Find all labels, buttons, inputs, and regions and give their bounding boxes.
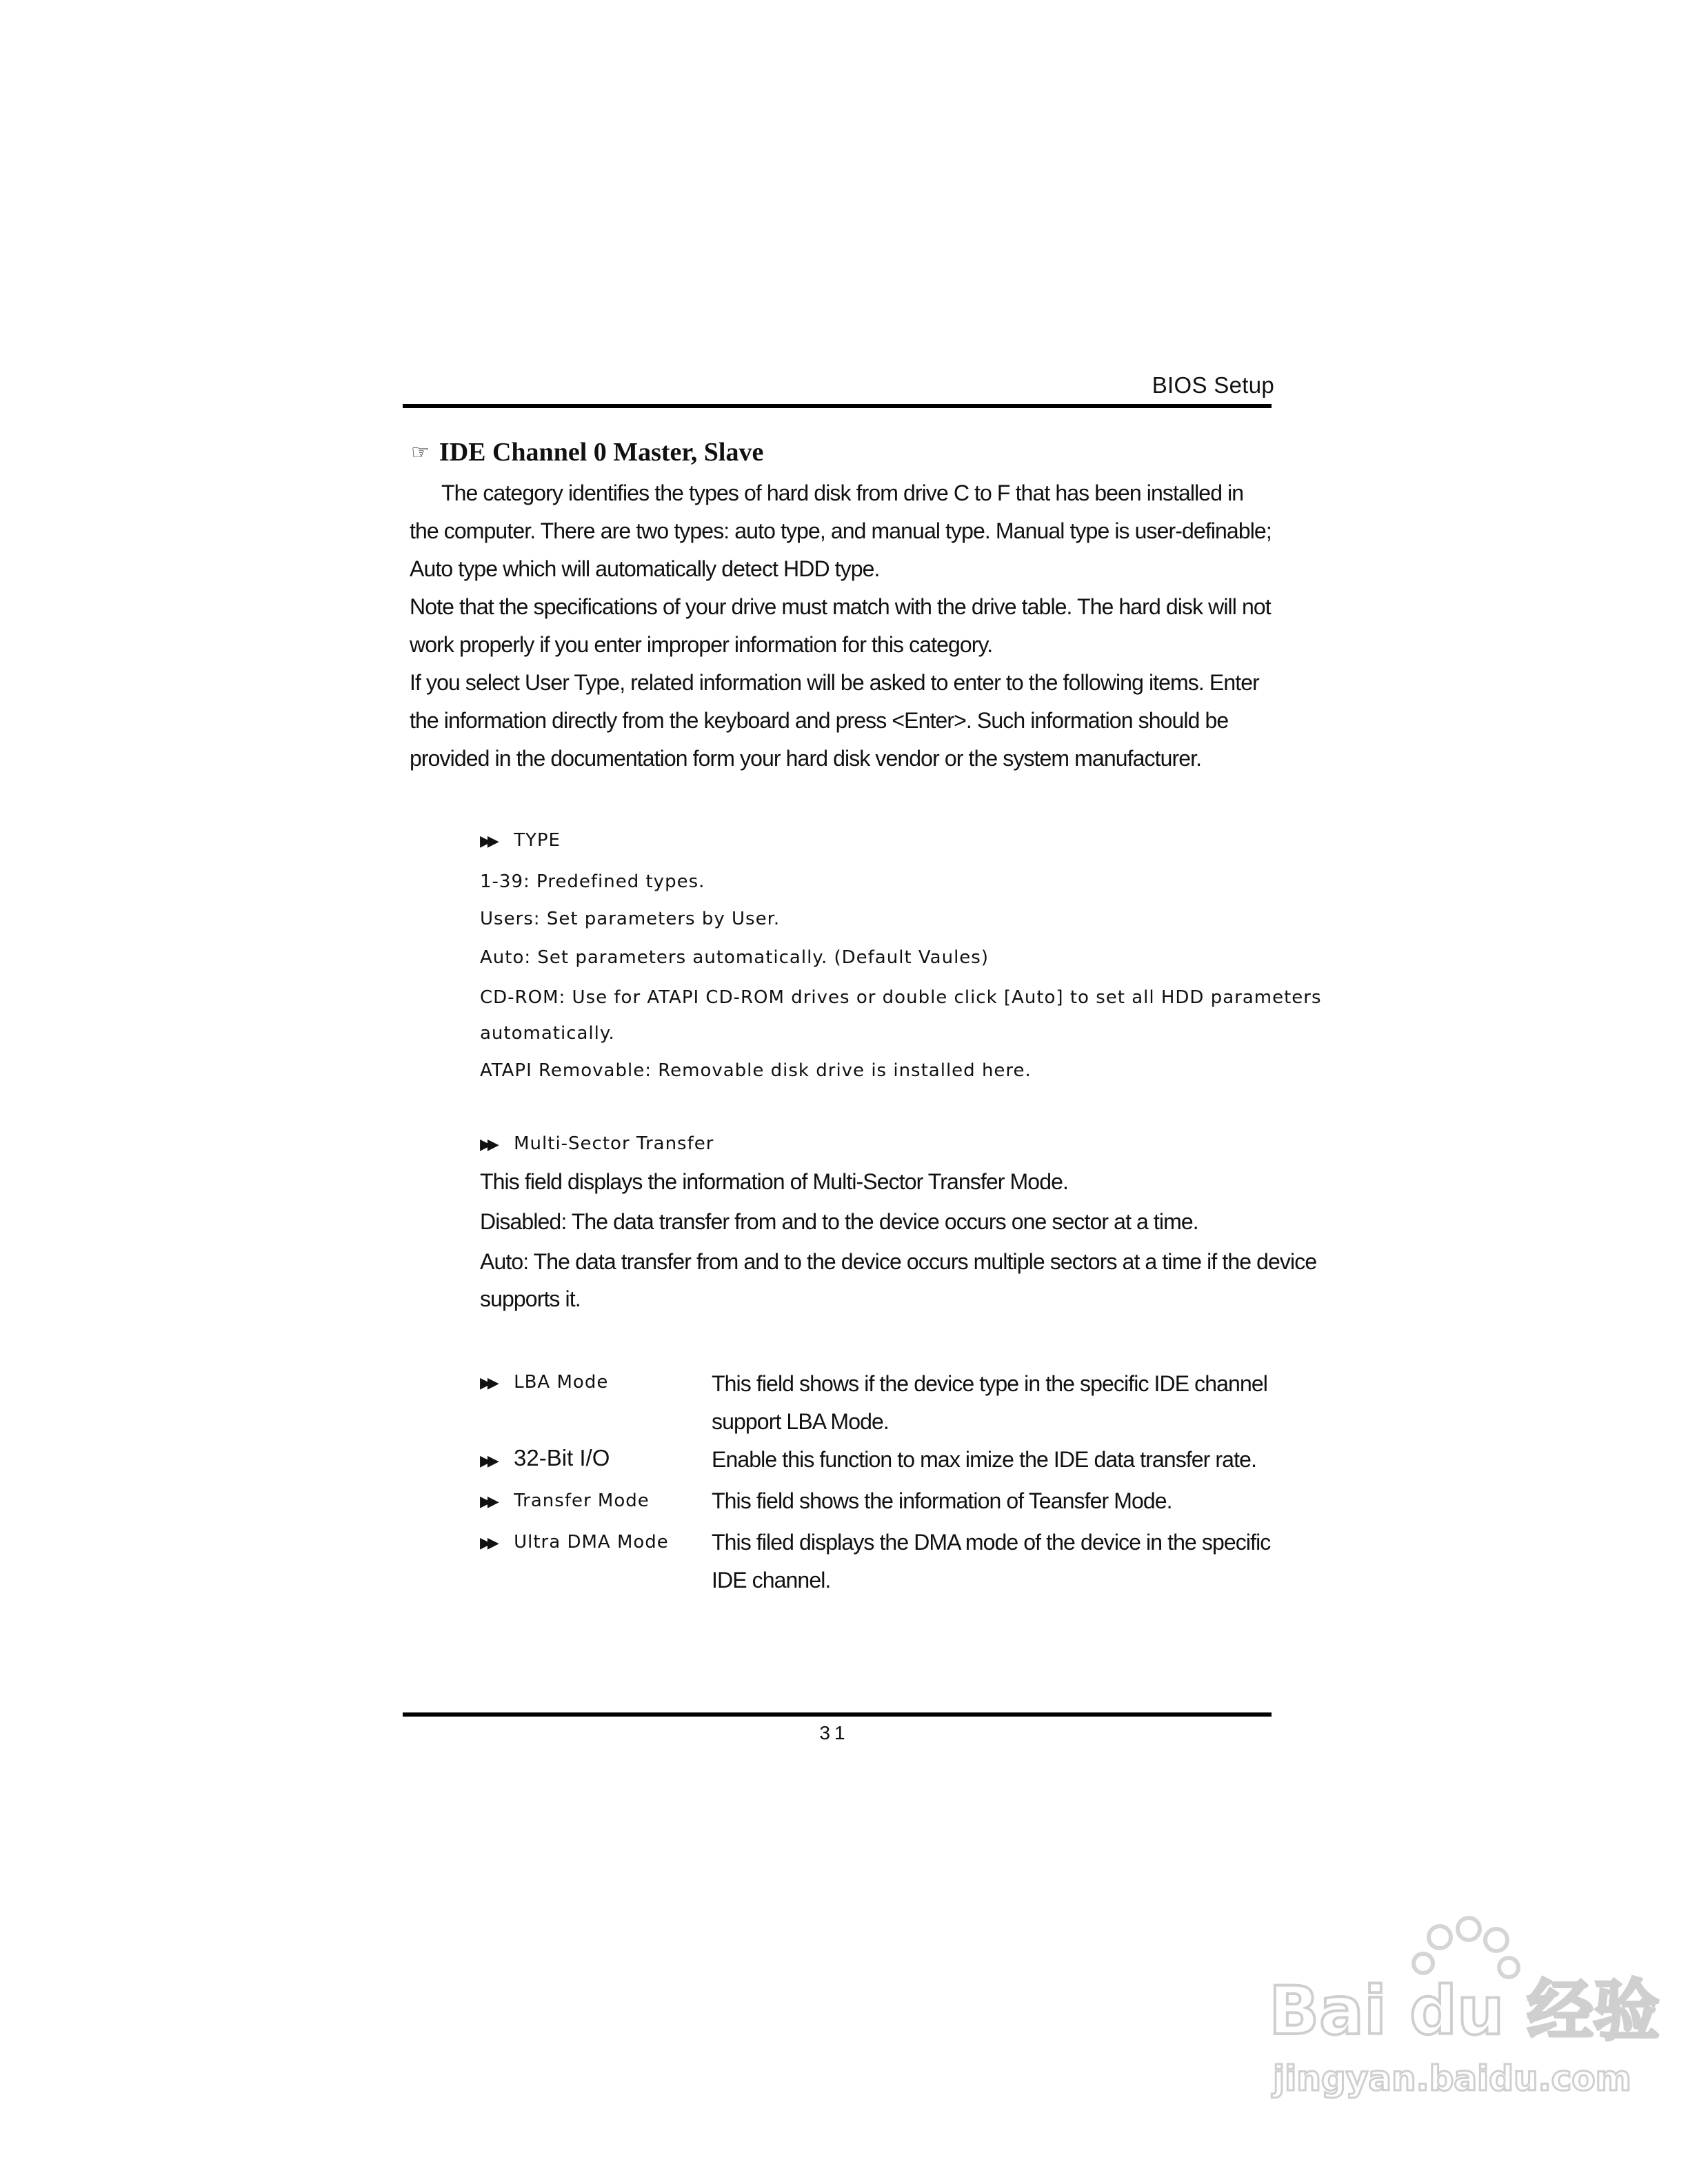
type-line: Users: Set parameters by User. [480, 909, 781, 929]
option-desc: This filed displays the DMA mode of the device in the specific IDE channel. [712, 1530, 1271, 1593]
type-line: automatically. [480, 1023, 615, 1044]
option-label-text: Ultra DMA Mode [514, 1532, 669, 1553]
multisector-heading [480, 1133, 714, 1154]
type-line: 1-39: Predefined types. [480, 871, 705, 892]
section-body [410, 474, 1272, 778]
paragraph: The category identifies the types of hard disk from drive C to F that has been installed in the computer. There are two types: auto type, and manual type. Manual type is user-definable; Auto type which will automatically detect HDD type. [410, 481, 1272, 581]
option-label-text: 32-Bit I/O [514, 1445, 610, 1470]
baidu-watermark-logo [1269, 1910, 1660, 2103]
multisector-heading-text: Multi-Sector Transfer [514, 1133, 714, 1154]
section-title [411, 437, 763, 467]
page-number: 31 [819, 1722, 850, 1743]
multisector-line: supports it. [480, 1286, 581, 1311]
option-desc: Enable this function to max imize the IDE data transfer rate. [712, 1447, 1256, 1472]
footer-rule [403, 1712, 1272, 1717]
paragraph: Note that the specifications of your drive must match with the drive table. The hard disk will not work properly if you enter improper information for this category. [410, 594, 1271, 657]
type-heading-text: TYPE [514, 830, 561, 851]
multisector-line: Disabled: The data transfer from and to the device occurs one sector at a time. [480, 1209, 1198, 1234]
option-label-32bit-io [480, 1445, 610, 1471]
option-desc: This field shows the information of Teansfer Mode. [712, 1488, 1172, 1513]
type-line: ATAPI Removable: Removable disk drive is installed here. [480, 1060, 1032, 1081]
option-label-transfer-mode [480, 1490, 650, 1511]
watermark-url: jingyan.baidu.com [1273, 2059, 1631, 2099]
header-rule [403, 404, 1272, 408]
double-arrow-bullet-icon: ▶▶ [480, 1136, 495, 1153]
type-line: Auto: Set parameters automatically. (Default Vaules) [480, 947, 989, 968]
multisector-line: Auto: The data transfer from and to the device occurs multiple sectors at a time if the device [480, 1249, 1317, 1274]
type-line: CD-ROM: Use for ATAPI CD-ROM drives or double click [Auto] to set all HDD parameters [480, 987, 1322, 1008]
option-label-text: Transfer Mode [514, 1490, 650, 1511]
double-arrow-bullet-icon: ▶▶ [480, 1535, 495, 1552]
multisector-line: This field displays the information of Multi-Sector Transfer Mode. [480, 1169, 1068, 1194]
double-arrow-bullet-icon: ▶▶ [480, 1452, 495, 1469]
option-label-text: LBA Mode [514, 1372, 609, 1393]
watermark-brand: Bai du 经验 [1269, 1972, 1660, 2050]
double-arrow-bullet-icon: ▶▶ [480, 1375, 495, 1392]
option-label-ultra-dma-mode [480, 1532, 669, 1553]
double-arrow-bullet-icon: ▶▶ [480, 1493, 495, 1510]
header-label: BIOS Setup [1152, 372, 1274, 398]
option-label-lba-mode [480, 1372, 608, 1393]
type-heading [480, 830, 561, 851]
section-title-text: IDE Channel 0 Master, Slave [439, 438, 764, 467]
option-desc: This field shows if the device type in the specific IDE channel support LBA Mode. [712, 1371, 1267, 1434]
double-arrow-bullet-icon: ▶▶ [480, 833, 495, 850]
paragraph: If you select User Type, related information will be asked to enter to the following items. Enter the information directly from the keyboard and press <Enter>. Such information should be provided in the documentation form your hard disk vendor or the system manufacturer. [410, 670, 1259, 771]
pointing-hand-icon: ☞ [411, 441, 430, 464]
